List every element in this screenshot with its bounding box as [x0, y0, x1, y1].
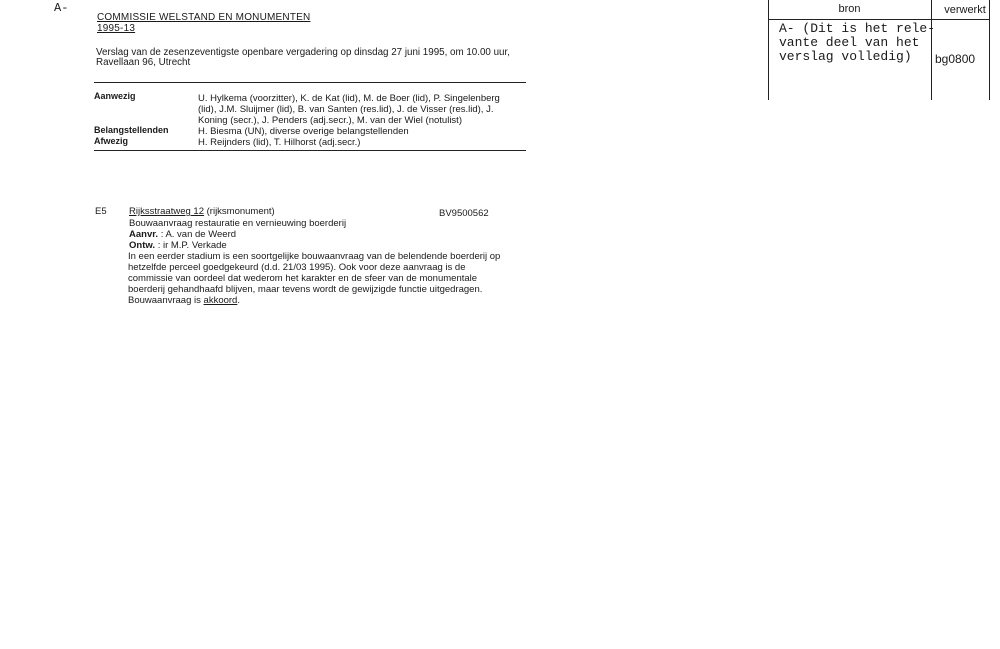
- margin-mark: A-: [54, 1, 69, 15]
- stamp-source-line-3: verslag volledig): [779, 49, 912, 64]
- absent-label: Afwezig: [94, 136, 129, 146]
- conclusion-suffix: .: [237, 295, 240, 306]
- item-address: Rijksstraatweg 12: [129, 206, 204, 217]
- present-label: Aanwezig: [94, 91, 136, 101]
- present-line-1: U. Hylkema (voorzitter), K. de Kat (lid), M. de Boer (lid), P. Singelenberg: [198, 93, 500, 104]
- stakeholders-value: H. Biesma (UN), diverse overige belangstellenden: [198, 126, 409, 137]
- item-file-number: BV9500562: [439, 208, 489, 219]
- stamp-col-source: bron: [838, 3, 861, 15]
- header-divider-bottom: [94, 150, 526, 151]
- present-line-2: (lid), J.M. Sluijmer (lid), B. van Santen (res.lid), J. de Visser (res.lid), J.: [198, 104, 494, 115]
- committee-title: COMMISSIE WELSTAND EN MONUMENTEN: [97, 12, 311, 23]
- item-status: (rijksmonument): [206, 206, 275, 217]
- stamp-source-line-1: A- (Dit is het rele-: [779, 21, 936, 36]
- designer-label: Ontw.: [129, 240, 156, 251]
- report-line-2: Ravellaan 96, Utrecht: [96, 57, 191, 68]
- applicant-value: : A. van de Weerd: [160, 229, 237, 240]
- stamp-processed-value: bg0800: [935, 52, 976, 66]
- stamp-source-line-2: vante deel van het: [779, 35, 920, 50]
- absent-value: H. Reijnders (lid), T. Hilhorst (adj.secr.): [198, 137, 361, 148]
- conclusion-word: akkoord: [203, 295, 238, 306]
- item-conclusion: [128, 295, 240, 306]
- item-text-line-3: commissie van oordeel dat wederom het karakter en de sfeer van de monumentale: [128, 273, 478, 284]
- item-subject: Bouwaanvraag restauratie en vernieuwing boerderij: [129, 218, 347, 229]
- stamp-col-processed: verwerkt: [944, 4, 986, 16]
- present-line-3: Koning (secr.), J. Penders (adj.secr.), M. van der Wiel (notulist): [198, 115, 462, 126]
- header-divider-top: [94, 82, 526, 83]
- item-text-line-2: hetzelfde perceel goedgekeurd (d.d. 21/03 1995). Ook voor deze aanvraag is de: [128, 262, 466, 273]
- meeting-number: 1995-13: [97, 23, 136, 34]
- applicant-row: [129, 229, 236, 240]
- report-line-1: Verslag van de zesenzeventigste openbare vergadering op dinsdag 27 juni 1995, om 10.00 uur,: [96, 47, 510, 58]
- item-text-line-4: boerderij gehandhaafd blijven, maar tevens wordt de gewijzigde functie uitgedragen.: [128, 284, 483, 295]
- applicant-label: Aanvr.: [129, 229, 159, 240]
- item-code: E5: [95, 206, 107, 217]
- designer-row: [129, 240, 227, 251]
- stakeholders-label: Belangstellenden: [94, 125, 169, 135]
- item-text-line-1: In een eerder stadium is een soortgelijke bouwaanvraag van de belendende boerderij op: [128, 251, 501, 262]
- stamp-header-rule: [768, 19, 989, 20]
- stamp-left-border: [768, 0, 769, 100]
- conclusion-prefix: Bouwaanvraag is: [128, 295, 204, 306]
- designer-value: : ir M.P. Verkade: [157, 240, 227, 251]
- item-heading: [129, 206, 275, 217]
